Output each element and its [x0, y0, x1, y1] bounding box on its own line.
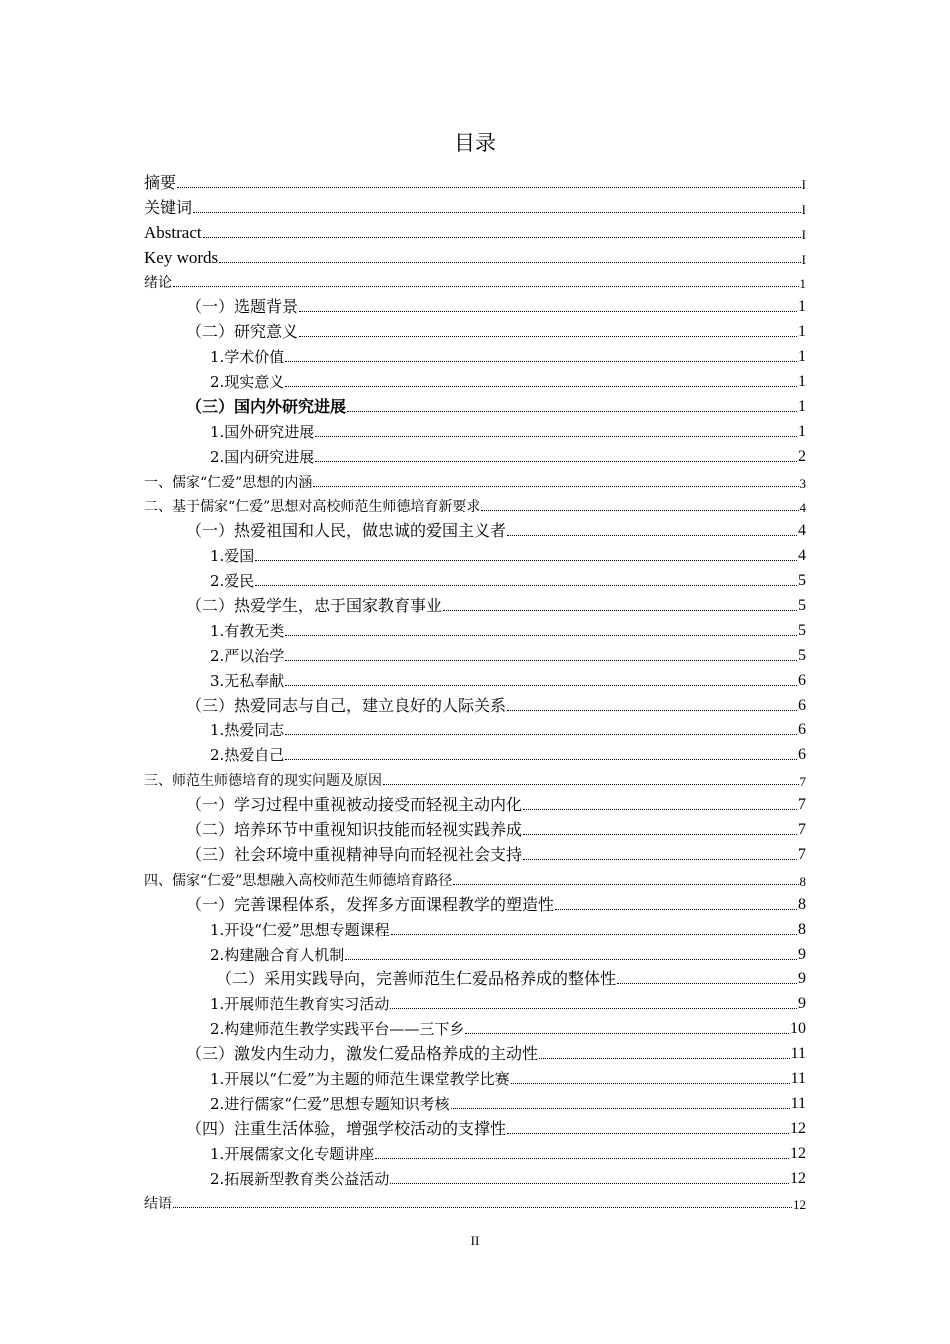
toc-entry-page: 5: [798, 646, 806, 664]
toc-entry-label: 2.爱民: [210, 572, 255, 591]
toc-entry-label: 结语: [144, 1196, 172, 1213]
dot-leader: [465, 1033, 789, 1034]
toc-entry-label: （二）培养环节中重视知识技能而轻视实践养成: [186, 820, 523, 840]
dot-leader: [203, 237, 801, 238]
toc-entry-page: 11: [790, 1094, 806, 1112]
toc-entry-page: 1: [798, 373, 806, 391]
toc-entry-page: I: [801, 201, 806, 217]
toc-entry-label: （二）热爱学生，忠于国家教育事业: [186, 596, 443, 616]
toc-entry-page: 1: [799, 276, 806, 292]
toc-entry[interactable]: [144, 788, 806, 813]
toc-entry-label: 1.开展师范生教育实习活动: [210, 995, 390, 1014]
toc-entry-label: 1.国外研究进展: [210, 422, 315, 441]
toc-entry[interactable]: [144, 166, 806, 191]
toc-entry-page: 4: [799, 500, 806, 516]
toc-entry-page: 1: [798, 422, 806, 440]
toc-entry[interactable]: [144, 539, 806, 564]
toc-entry[interactable]: [144, 1187, 806, 1212]
toc-entry-label: 3.无私奉献: [210, 671, 285, 690]
toc-entry-label: 2.严以治学: [210, 646, 285, 665]
toc-entry-label: （三）激发内生动力，激发仁爱品格养成的主动性: [186, 1044, 539, 1064]
toc-entry[interactable]: [144, 241, 806, 266]
dot-leader: [255, 585, 797, 586]
dot-leader: [299, 336, 797, 337]
toc-entry[interactable]: [144, 987, 806, 1012]
toc-entry[interactable]: [144, 689, 806, 714]
toc-entry-label: （一）学习过程中重视被动接受而轻视主动内化: [186, 795, 523, 815]
toc-entry-label: 2.构建师范生教学实践平台——三下乡: [210, 1020, 465, 1039]
toc-entry[interactable]: [144, 216, 806, 241]
toc-entry-page: 6: [798, 696, 806, 714]
toc-entry[interactable]: [144, 664, 806, 689]
toc-entry-page: 7: [798, 796, 806, 814]
toc-entry[interactable]: [144, 938, 806, 963]
toc-entry[interactable]: [144, 738, 806, 763]
toc-entry-page: 5: [798, 572, 806, 590]
toc-entry[interactable]: [144, 888, 806, 913]
table-of-contents: [144, 166, 806, 1211]
dot-leader: [193, 212, 801, 213]
toc-entry-page: 1: [798, 298, 806, 316]
toc-entry[interactable]: [144, 639, 806, 664]
toc-entry-label: 关键词: [144, 197, 193, 217]
toc-entry-label: 摘要: [144, 172, 177, 192]
toc-entry-page: 5: [798, 597, 806, 615]
toc-entry-page: 9: [798, 945, 806, 963]
dot-leader: [177, 187, 801, 188]
toc-entry[interactable]: [144, 490, 806, 515]
dot-leader: [555, 909, 797, 910]
toc-entry-page: I: [801, 176, 806, 192]
toc-entry[interactable]: [144, 1137, 806, 1162]
toc-entry[interactable]: [144, 963, 806, 988]
toc-entry-label: Key words: [144, 247, 219, 267]
toc-entry-label: 1.开展儒家文化专题讲座: [210, 1144, 375, 1163]
toc-entry-label: 1.热爱同志: [210, 721, 285, 740]
dot-leader: [523, 834, 797, 835]
toc-entry[interactable]: [144, 390, 806, 415]
dot-leader: [383, 784, 799, 785]
dot-leader: [507, 710, 797, 711]
toc-entry-page: 12: [790, 1144, 806, 1162]
toc-entry-label: 一、儒家“仁爱”思想的内涵: [144, 474, 313, 491]
dot-leader: [453, 884, 798, 885]
dot-leader: [523, 809, 797, 810]
toc-entry[interactable]: [144, 614, 806, 639]
toc-entry-page: 12: [790, 1169, 806, 1187]
toc-entry[interactable]: [144, 1112, 806, 1137]
toc-entry-page: 6: [798, 721, 806, 739]
dot-leader: [315, 461, 797, 462]
dot-leader: [391, 934, 797, 935]
toc-entry-label: 三、师范生师德培育的现实问题及原因: [144, 773, 382, 790]
toc-entry[interactable]: [144, 365, 806, 390]
toc-entry[interactable]: [144, 290, 806, 315]
toc-entry-page: I: [801, 226, 806, 242]
toc-entry-label: 2.国内研究进展: [210, 447, 315, 466]
toc-entry-page: 12: [790, 1119, 806, 1137]
toc-entry-page: 11: [790, 1045, 806, 1063]
toc-entry-page: 5: [798, 621, 806, 639]
toc-entry-page: 7: [798, 821, 806, 839]
toc-entry-label: 2.构建融合育人机制: [210, 945, 345, 964]
toc-entry-label: 1.学术价值: [210, 348, 285, 367]
toc-entry-page: 10: [790, 1020, 806, 1038]
dot-leader: [285, 361, 797, 362]
dot-leader: [390, 1008, 797, 1009]
dot-leader: [285, 759, 797, 760]
toc-entry-page: 3: [799, 475, 806, 491]
toc-entry[interactable]: [144, 440, 806, 465]
dot-leader: [617, 983, 797, 984]
toc-entry[interactable]: [144, 1037, 806, 1062]
toc-entry-page: 12: [793, 1197, 806, 1213]
dot-leader: [507, 535, 797, 536]
dot-leader: [481, 510, 798, 511]
toc-entry[interactable]: [144, 415, 806, 440]
toc-entry-label: （二）研究意义: [186, 322, 299, 342]
toc-entry-page: I: [801, 251, 806, 267]
toc-entry-label: （三）热爱同志与自己，建立良好的人际关系: [186, 695, 507, 715]
toc-entry[interactable]: [144, 813, 806, 838]
dot-leader: [507, 1133, 789, 1134]
dot-leader: [285, 734, 797, 735]
toc-entry[interactable]: [144, 266, 806, 291]
toc-entry[interactable]: [144, 1087, 806, 1112]
dot-leader: [345, 959, 797, 960]
dot-leader: [511, 1083, 790, 1084]
toc-entry-label: （一）完善课程体系，发挥多方面课程教学的塑造性: [186, 894, 555, 914]
page-number: II: [470, 1233, 480, 1248]
toc-entry-label: （三）社会环境中重视精神导向而轻视社会支持: [186, 844, 523, 864]
toc-entry-label: 1.开展以“仁爱”为主题的师范生课堂教学比赛: [210, 1069, 510, 1088]
dot-leader: [539, 1058, 790, 1059]
toc-entry[interactable]: [144, 763, 806, 788]
toc-entry-label: （四）注重生活体验，增强学校活动的支撑性: [186, 1118, 507, 1138]
toc-entry-label: （一）选题背景: [186, 297, 299, 317]
toc-entry[interactable]: [144, 589, 806, 614]
toc-entry-label: （一）热爱祖国和人民，做忠诚的爱国主义者: [186, 521, 507, 541]
dot-leader: [285, 635, 797, 636]
toc-entry-label: 二、基于儒家“仁爱”思想对高校师范生师德培育新要求: [144, 499, 481, 516]
toc-entry[interactable]: [144, 838, 806, 863]
toc-entry-label: 1.有教无类: [210, 621, 285, 640]
toc-entry[interactable]: [144, 1012, 806, 1037]
dot-leader: [451, 1108, 790, 1109]
dot-leader: [285, 685, 797, 686]
toc-entry-label: （二）采用实践导向，完善师范生仁爱品格养成的整体性: [216, 969, 617, 989]
dot-leader: [173, 1207, 792, 1208]
dot-leader: [375, 1158, 789, 1159]
dot-leader: [347, 411, 797, 412]
toc-entry-label: 2.热爱自己: [210, 746, 285, 765]
toc-entry[interactable]: [144, 191, 806, 216]
toc-entry-page: 8: [798, 920, 806, 938]
dot-leader: [285, 386, 797, 387]
dot-leader: [523, 859, 797, 860]
toc-entry-page: 1: [798, 348, 806, 366]
toc-entry[interactable]: [144, 564, 806, 589]
dot-leader: [390, 1183, 789, 1184]
page-title: 目录: [454, 131, 496, 155]
toc-entry-page: 6: [798, 671, 806, 689]
toc-entry[interactable]: [144, 514, 806, 539]
toc-entry-page: 11: [790, 1069, 806, 1087]
toc-entry-page: 8: [799, 873, 806, 889]
toc-entry-label: 2.现实意义: [210, 373, 285, 392]
toc-entry[interactable]: [144, 863, 806, 888]
toc-entry-label: 1.爱国: [210, 547, 255, 566]
toc-entry-page: 7: [798, 845, 806, 863]
dot-leader: [285, 660, 797, 661]
toc-entry-page: 9: [798, 995, 806, 1013]
toc-entry-page: 1: [798, 397, 806, 415]
toc-entry[interactable]: [144, 714, 806, 739]
toc-entry-label: 2.拓展新型教育类公益活动: [210, 1169, 390, 1188]
toc-entry[interactable]: [144, 340, 806, 365]
toc-entry-page: 4: [798, 522, 806, 540]
toc-entry-page: 4: [798, 547, 806, 565]
toc-entry-page: 7: [799, 774, 806, 790]
toc-entry-label: （三）国内外研究进展: [186, 396, 347, 416]
toc-entry-page: 2: [798, 447, 806, 465]
dot-leader: [219, 262, 801, 263]
toc-entry[interactable]: [144, 465, 806, 490]
toc-entry[interactable]: [144, 1162, 806, 1187]
dot-leader: [173, 286, 799, 287]
toc-entry[interactable]: [144, 315, 806, 340]
dot-leader: [315, 436, 797, 437]
toc-entry-page: 1: [798, 323, 806, 341]
toc-entry-page: 8: [798, 895, 806, 913]
toc-entry-label: Abstract: [144, 222, 202, 242]
toc-entry-label: 1.开设“仁爱”思想专题课程: [210, 920, 390, 939]
toc-entry[interactable]: [144, 1062, 806, 1087]
toc-entry[interactable]: [144, 913, 806, 938]
dot-leader: [443, 610, 797, 611]
toc-entry-label: 四、儒家“仁爱”思想融入高校师范生师德培育路径: [144, 872, 453, 889]
dot-leader: [313, 486, 798, 487]
toc-entry-label: 绪论: [144, 275, 172, 292]
toc-entry-page: 6: [798, 746, 806, 764]
dot-leader: [299, 311, 797, 312]
toc-entry-label: 2.进行儒家“仁爱”思想专题知识考核: [210, 1094, 450, 1113]
toc-entry-page: 9: [798, 970, 806, 988]
dot-leader: [255, 560, 797, 561]
